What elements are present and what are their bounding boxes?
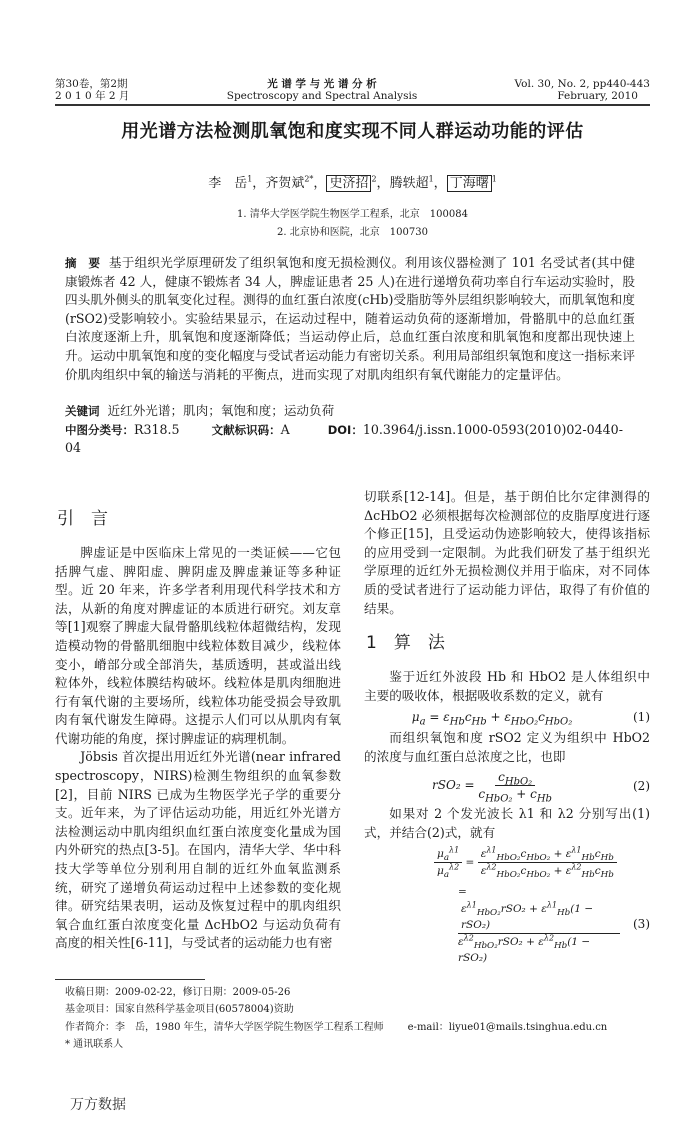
affiliation-2: 2. 北京协和医院，北京 100730 bbox=[277, 227, 428, 238]
author-list: 李 岳$^1$，齐贺斌$^{2*}$， 史济招 $^2$，腾轶超$^1$， 丁海曙 $^1$ bbox=[208, 174, 497, 191]
keywords-text: 近红外光谱；肌肉；氧饱和度；运动负荷 bbox=[107, 403, 335, 419]
author bbox=[326, 176, 376, 191]
classification-line bbox=[65, 421, 635, 458]
left-column bbox=[55, 488, 341, 969]
author-affiliation-mark: 2 bbox=[371, 174, 377, 184]
clc-label: 中图分类号： bbox=[65, 422, 134, 437]
author-name: 腾轶超 bbox=[389, 176, 429, 191]
paper-title: 用光谱方法检测肌氧饱和度实现不同人群运动功能的评估 bbox=[121, 121, 584, 142]
doc-code-label: 文献标识码： bbox=[211, 422, 281, 437]
method-paragraph-1: 鉴于近红外波段 Hb 和 HbO2 是人体组织中主要的吸收体，根据吸收系数的定义，就有 bbox=[364, 669, 650, 703]
keywords-label: 关键词 bbox=[65, 404, 100, 419]
footnote-rule bbox=[55, 979, 205, 980]
journal-pages bbox=[515, 78, 650, 102]
right-column bbox=[364, 488, 650, 969]
keywords bbox=[65, 402, 635, 421]
equation-2-number: (2) bbox=[633, 778, 650, 793]
doc-code-value: A bbox=[280, 421, 290, 437]
author-name: 史济招 bbox=[326, 175, 371, 192]
author bbox=[208, 176, 252, 191]
received-date: 收稿日期：2009-02-22，修订日期：2009-05-26 bbox=[65, 986, 291, 998]
intro-paragraph-3: 切联系[12-14]。但是，基于朗伯比尔定律测得的 ΔcHbO2 必须根据每次检测部位的皮脂厚度进行逐个修正[15]，且受运动伪迹影响较大，使得该指标的应用受到一定限制。为此我们研发了基于组织光学原理的近红外无损检测仪并用于临床，对不同体质的受试者进行了运动能力评估，取得了有价值的结果。 bbox=[364, 488, 650, 616]
wanfang-watermark: 万方数据 bbox=[70, 1096, 126, 1113]
author bbox=[265, 176, 313, 191]
issue-date-text: 2 0 1 0 年 2 月 bbox=[55, 90, 130, 102]
clc-value: R318.5 bbox=[134, 421, 180, 437]
affiliation-1: 1. 清华大学医学院生物医学工程系，北京 100084 bbox=[237, 209, 468, 220]
footnotes bbox=[65, 984, 650, 1054]
author bbox=[447, 176, 497, 191]
journal-name-cn: 光 谱 学 与 光 谱 分 析 bbox=[267, 78, 377, 90]
equation-3-number: (3) bbox=[633, 917, 650, 932]
author-name: 李 岳 bbox=[208, 176, 248, 191]
author-email: e-mail：liyue01@mails.tsinghua.edu.cn bbox=[407, 1021, 608, 1033]
doi-label: DOI： bbox=[327, 422, 363, 437]
author-bio: 作者简介：李 岳，1980 年生，清华大学医学院生物医学工程系工程师 bbox=[65, 1021, 384, 1033]
month-year-text: February, 2010 bbox=[557, 90, 638, 102]
abstract bbox=[65, 254, 635, 384]
doi-value: 10.3964/j.issn.1000-0593(2010)02-0440-04 bbox=[65, 421, 623, 456]
author-name: 丁海曙 bbox=[447, 175, 492, 192]
journal-name bbox=[227, 78, 417, 102]
equation-1-number: (1) bbox=[633, 710, 650, 725]
body-columns bbox=[55, 488, 650, 969]
intro-paragraph-2: Jöbsis 首次提出用近红外光谱(near infrared spectroscopy，NIRS)检测生物组织的血氧参数[2]，目前 NIRS 已成为生物医学光子学的重要分支。近年来，为了评估运动功能，用近红外光谱方法检测运动中肌肉组织血红蛋白浓度变化量成为国内外研究的热点[3-5]。在国内，清华大学、华中科技大学等单位分别利用自制的近红外血氧监测系统，研究了递增负荷运动过程中上述参数的变化规律。研究结果表明，运动及恢复过程中的肌肉组织氧合血红蛋白浓度变化量 ΔcHbO2 与运动负荷有高度的相关性[6-11]，与受试者的运动能力也有密 bbox=[55, 749, 341, 951]
author-affiliation-mark: 1 bbox=[428, 174, 434, 184]
author-name: 齐贺斌 bbox=[265, 176, 305, 191]
author-affiliation-mark: 1 bbox=[247, 174, 253, 184]
intro-heading: 引 言 bbox=[57, 508, 108, 529]
method-heading: 1 算 法 bbox=[366, 633, 445, 654]
equation-3: $\frac{\mu_a^{\lambda 1}}{\mu_a^{\lambda 2}}$ = $\frac{\varepsilon^{\lambda 1}_{HbO_2}c_{HbO_2} + \varepsilon^{\lambda 1}_{Hb}c_{Hb}}{\varepsilon^{\lambda 2}_{HbO_2}c_{HbO_2} + \varepsilon^{\lambda 2}_{Hb}c_{Hb}}$ = $\frac{\varepsilon^{\lambda 1}_{HbO_2}rSO_2 + \varepsilon^{\lambda 1}_{Hb}(1 - rSO_2)}{\varepsilon^{\lambda 2}_{HbO_2}rSO_2 + \varepsilon^{\lambda 2}_{Hb}(1 - rSO_2)}$ (3) bbox=[364, 846, 650, 966]
volume-issue-text: 第30卷，第2期 bbox=[55, 78, 128, 90]
author-affiliation-mark: 1 bbox=[491, 174, 497, 184]
header-rule bbox=[55, 104, 650, 106]
corresponding-note: * 通讯联系人 bbox=[65, 1039, 124, 1051]
intro-paragraph-1: 脾虚证是中医临床上常见的一类证候——它包括脾气虚、脾阳虚、脾阴虚及脾虚兼证等多种证型。近 20 年来，许多学者利用现代科学技术和方法，从新的角度对脾虚证的本质进行研究。刘友章等[1]观察了脾虚大鼠骨骼肌线粒体超微结构，发现造模动物的骨骼肌细胞中线粒体数目减少，线粒体变小，嵴部分或全部消失，基质透明，甚或溢出线粒体外，线粒体膜结构破坏。线粒体是肌肉细胞进行有氧代谢的主要场所，线粒体功能受损会导致肌肉有氧代谢发生障碍。这提示人们可以从肌肉有氧代谢功能的角度，探讨脾虚证的病理机制。 bbox=[55, 544, 341, 746]
fund-info: 基金项目：国家自然科学基金项目(60578004)资助 bbox=[65, 1004, 294, 1016]
running-header bbox=[55, 78, 650, 102]
journal-volume-issue bbox=[55, 78, 129, 102]
author-affiliation-mark: 2* bbox=[304, 174, 314, 184]
abstract-text: 基于组织光学原理研发了组织氧饱和度无损检测仪。利用该仪器检测了 101 名受试者(其中健康锻炼者 42 人，健康不锻炼者 34 人，脾虚证患者 25 人)在进行递增负荷功率自行车运动实验时，股四头肌外侧头的肌氧变化过程。测得的血红蛋白浓度(cHb)受脂肪等外层组织影响较大，而肌氧饱和度(rSO2)受影响较小。实验结果显示，在运动过程中，随着运动负荷的逐渐增加，骨骼肌中的总血红蛋白浓度逐渐上升，肌氧饱和度逐渐降低；当运动停止后，总血红蛋白浓度和肌氧饱和度都出现快速上升。运动中肌氧饱和度的变化幅度与受试者运动能力有密切关系。利用局部组织氧饱和度这一指标来评价肌肉组织中氧的输送与消耗的平衡点，进而实现了对肌肉组织有氧代谢能力的定量评估。 bbox=[65, 255, 635, 382]
method-paragraph-2: 而组织氧饱和度 rSO2 定义为组织中 HbO2 的浓度与血红蛋白总浓度之比，也即 bbox=[364, 730, 650, 764]
abstract-label: 摘 要 bbox=[65, 256, 101, 270]
journal-name-en: Spectroscopy and Spectral Analysis bbox=[226, 90, 418, 102]
equation-1: $\mu_a = \varepsilon_{Hb}c_{Hb} + \varepsilon_{HbO_2}c_{HbO_2}$ (1) bbox=[411, 710, 650, 728]
equation-2: rSO₂ = $\frac{c_{HbO_2}}{c_{HbO_2} + c_{Hb}}$ (2) bbox=[432, 770, 650, 805]
method-paragraph-3: 如果对 2 个发光波长 λ1 和 λ2 分别写出(1)式，并结合(2)式，就有 bbox=[364, 806, 650, 841]
author bbox=[390, 176, 434, 191]
vol-pages-text: Vol. 30, No. 2, pp440-443 bbox=[514, 78, 650, 90]
